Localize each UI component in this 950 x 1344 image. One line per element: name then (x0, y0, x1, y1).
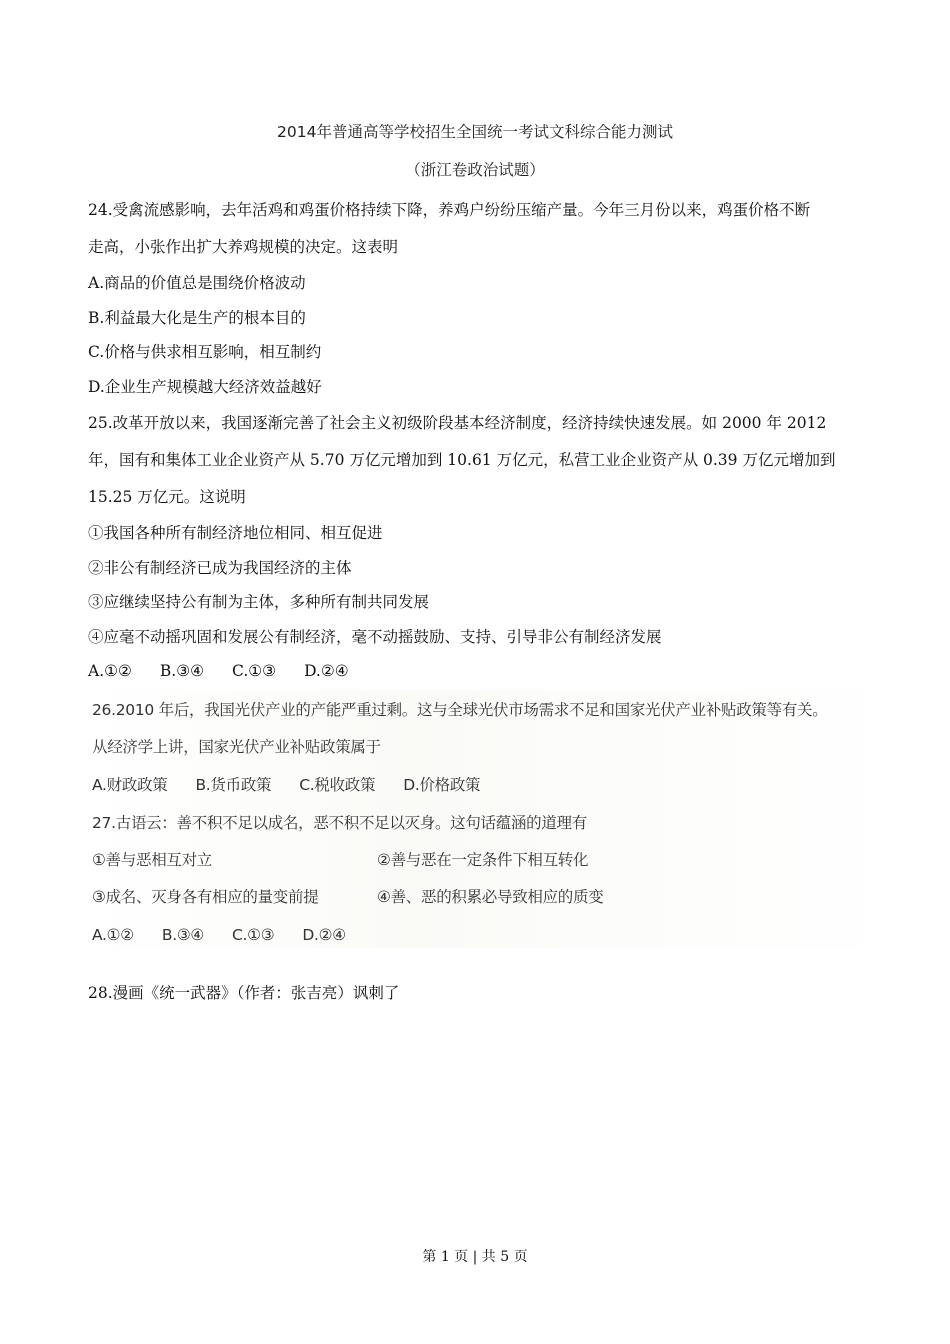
q27-stem: 27.古语云：善不积不足以成名，恶不积不足以灭身。这句话蕴涵的道理有 (92, 814, 587, 832)
q27-option-a: A.①② (92, 926, 134, 944)
q25-options (88, 661, 377, 681)
q26-stem-line1: 26.2010 年后，我国光伏产业的产能严重过剩。这与全球光伏市场需求不足和国家光伏产业补贴政策等有关。 (92, 701, 828, 719)
q25-option-b: B.③④ (159, 662, 205, 680)
q24-option-a: A.商品的价值总是围绕价格波动 (88, 274, 306, 292)
q26-option-d: D.价格政策 (403, 776, 481, 794)
q25-option-c: C.①③ (232, 662, 277, 680)
q25-item-4: ④应毫不动摇巩固和发展公有制经济，毫不动摇鼓励、支持、引导非公有制经济发展 (88, 628, 662, 646)
q25-stem-line2: 年，国有和集体工业企业资产从 5.70 万亿元增加到 10.61 万亿元，私营工业企业资产从 0.39 万亿元增加到 (88, 451, 836, 469)
q28-stem: 28.漫画《统一武器》（作者：张吉亮）讽刺了 (88, 984, 400, 1002)
q27-item-2: ②善与恶在一定条件下相互转化 (377, 851, 589, 869)
q27-items-row2 (92, 887, 603, 907)
q25-stem-line1: 25.改革开放以来，我国逐渐完善了社会主义初级阶段基本经济制度，经济持续快速发展。如 2000 年 2012 (88, 414, 827, 432)
q24-stem-line2: 走高，小张作出扩大养鸡规模的决定。这表明 (88, 238, 399, 256)
q25-stem-line3: 15.25 万亿元。这说明 (88, 488, 246, 506)
q26-option-c: C.税收政策 (299, 776, 376, 794)
q27-option-d: D.②④ (302, 926, 346, 944)
q24-option-b: B.利益最大化是生产的根本目的 (88, 309, 306, 327)
q27-options (92, 925, 374, 945)
q27-item-1: ①善与恶相互对立 (92, 851, 212, 869)
q25-option-d: D.②④ (304, 662, 349, 680)
q25-option-a: A.①② (88, 662, 132, 680)
q27-option-c: C.①③ (232, 926, 275, 944)
page-footer: 第 1 页 | 共 5 页 (422, 1249, 528, 1265)
q25-item-1: ①我国各种所有制经济地位相同、相互促进 (88, 524, 383, 542)
q27-items-row1 (92, 850, 588, 870)
q24-option-d: D.企业生产规模越大经济效益越好 (88, 378, 322, 396)
q27-item-3: ③成名、灭身各有相应的量变前提 (92, 888, 319, 906)
q25-item-2: ②非公有制经济已成为我国经济的主体 (88, 559, 352, 577)
q26-option-a: A.财政政策 (92, 776, 168, 794)
q26-options (92, 775, 508, 795)
exam-subtitle: （浙江卷政治试题） (405, 161, 545, 179)
q26-option-b: B.货币政策 (195, 776, 272, 794)
q25-item-3: ③应继续坚持公有制为主体，多种所有制共同发展 (88, 593, 430, 611)
q27-option-b: B.③④ (161, 926, 205, 944)
exam-title: 2014年普通高等学校招生全国统一考试文科综合能力测试 (277, 123, 673, 141)
q27-item-4: ④善、恶的积累必导致相应的质变 (377, 888, 604, 906)
q24-stem-line1: 24.受禽流感影响，去年活鸡和鸡蛋价格持续下降，养鸡户纷纷压缩产量。今年三月份以来，鸡蛋价格不断 (88, 201, 811, 219)
q24-option-c: C.价格与供求相互影响，相互制约 (88, 343, 322, 361)
q26-stem-line2: 从经济学上讲，国家光伏产业补贴政策属于 (92, 738, 381, 756)
